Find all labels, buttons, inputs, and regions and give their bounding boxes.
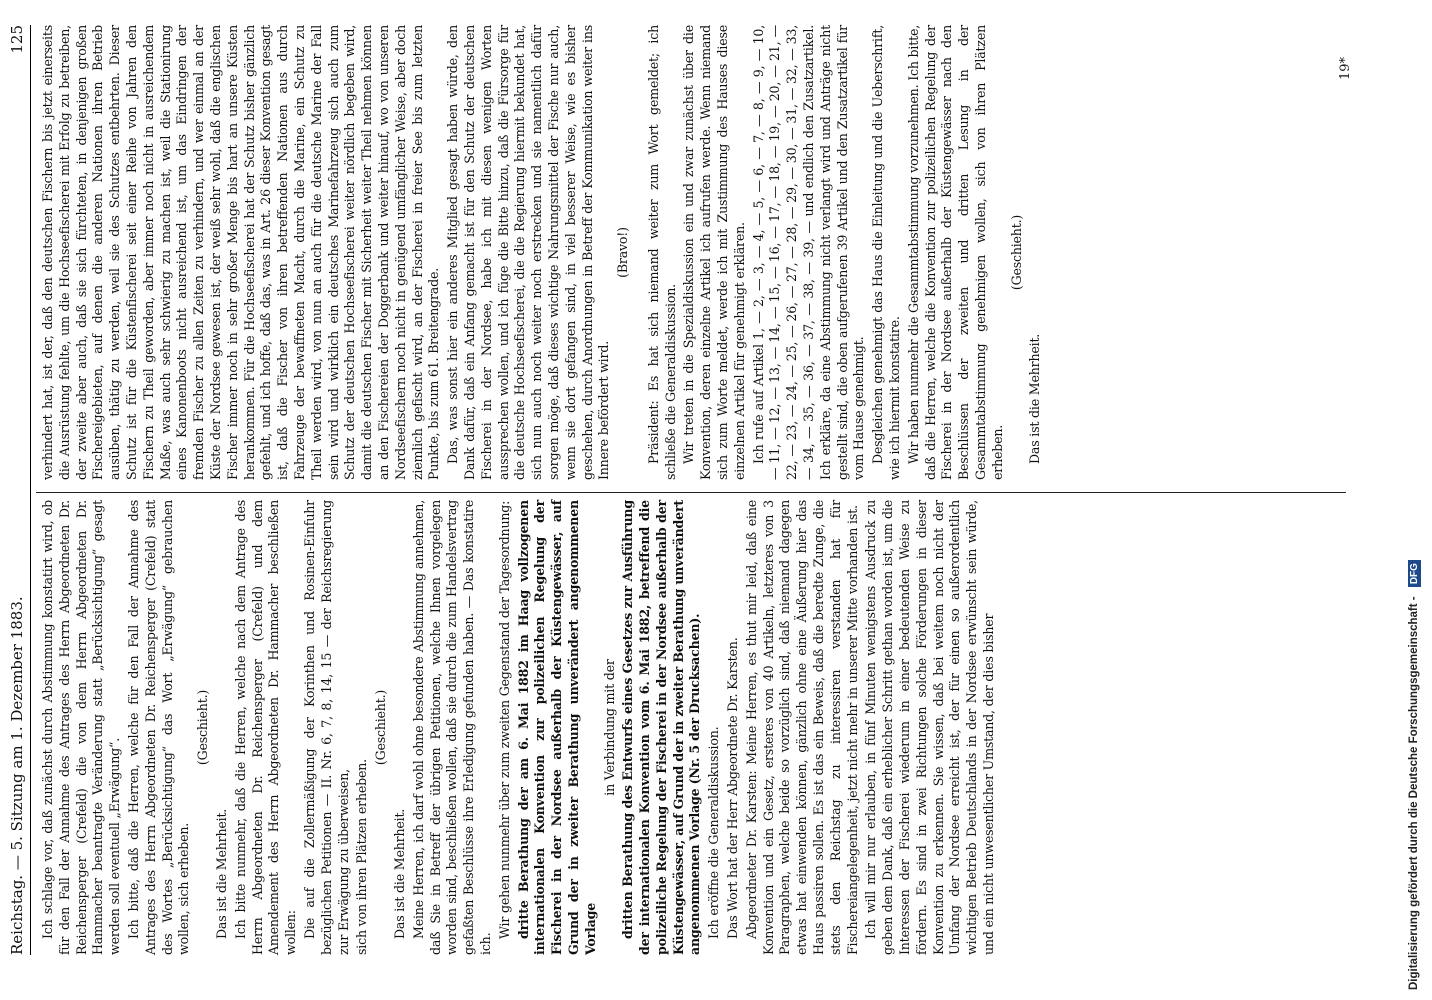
- paragraph: Desgleichen genehmigt das Haus die Einleitung und die Ueberschrift, wie ich hiermit konstatire.: [870, 25, 903, 480]
- paragraph: Wir gehen nunmehr über zum zweiten Gegenstand der Tagesordnung:: [496, 500, 512, 939]
- paragraph: verhindert hat, ist der, daß den deutschen Fischern bis jetzt einerseits die Ausrüstung fehlte, um die Hochseefischerei mit Erfolg zu betreiben, der zweite aber auch, daß sie sich fürchteten, in denjenigen großen Fischereigebieten, auf denen die anderen Nationen ihren Betrieb ausüben, thätig zu werden, weil sie des Schutzes entbehrten. Dieser Schutz ist für die Küstenfischerei seit einer Reihe von Jahren den Fischern zu Theil geworden, aber immer noch nicht in ausreichendem Maße, was auch sehr schwierig zu machen ist, weil die Stationirung eines Kanonenboots nicht ausreichend ist, um das Eindringen der fremden Fischer zu allen Zeiten zu verhindern, und wer einmal an der Küste der Nordsee gewesen ist, der weiß sehr wohl, daß die englischen Fischer immer noch in sehr großer Menge bis hart an unsere Küsten herankommen. Für die Hochseefischerei hat der Schutz bisher gänzlich gefehlt, und ich hoffe, daß das, was in Art. 26 dieser Konvention gesagt ist, daß die Fischer von ihren betreffenden Nationen aus durch Fahrzeuge der bewaffneten Macht, durch die Marine, ein Schutz zu Theil werden wird, von nun an auch für die deutsche Marine der Fall sein wird und wirklich ein deutsches Marinefahrzeug sich auch zum Schutz der deutschen Hochseefischerei weiter nördlich begeben wird, damit die deutschen Fischer mit Sicherheit weiter Theil nehmen können an den Fischereien der Doggerbank und weiter hinauf, wo von unseren Nordseefischern noch nicht in genügend umfänglicher Weise, aber doch ziemlich gefischt wird, an der Fischerei in freier See bis zum letzten Punkte, bis zum 61. Breitengrade.: [40, 25, 442, 480]
- paragraph: Das ist die Mehrheit.: [1027, 333, 1043, 464]
- paragraph: Ich will mir nur erlauben, in fünf Minuten wenigstens Ausdruck zu geben dem Dank, daß ein erheblicher Schritt gethan worden ist, um die Interessen der Fischerei wiederum in einer bedeutenden Weise zu fördern. Es sind in zwei Richtungen solche Förderungen in dieser Konvention zu erkennen. Sie wissen, daß bei weitem noch nicht der Umfang der Nordsee erreicht ist, der für einen so außerordentlich wichtigen Betrieb Deutschlands in der Nordsee erwünscht sein würde, und ein nicht unwesentlicher Umstand, der dies bisher: [863, 500, 997, 955]
- stage-direction: (Geschieht.): [195, 689, 211, 766]
- page-number: 125: [8, 25, 26, 54]
- dfg-logo: DFG: [1408, 560, 1421, 587]
- paragraph: Ich bitte nunmehr, daß die Herren, welche nach dem Antrage des Herrn Abgeordneten Dr. Reichensperger (Crefeld) und dem Amendement des Herrn Abgeordneten Dr. Hammacher beschließen wollen:: [232, 500, 299, 955]
- agenda-item: dritte Berathung der am 6. Mai 1882 im Haag vollzogenen internationalen Konvention zur polizeilichen Regelung der Fischerei in der Nordsee außerhalb der Küstengewässer, auf Grund der in zweiter Berathung unverändert angenommenen Vorlage: [515, 500, 598, 955]
- paragraph: Wir haben nunmehr die Gesammtabstimmung vorzunehmen. Ich bitte, daß die Herren, welche die Konvention zur polizeilichen Regelung der Fischerei in der Nordsee außerhalb der Küstengewässer nach den Beschlüssen der zweiten und dritten Lesung in der Gesammtabstimmung genehmigen wollen, sich von ihren Plätzen erheben.: [905, 24, 1005, 480]
- digitization-notice: [1408, 0, 1421, 990]
- stage-direction: (Bravo!): [615, 227, 631, 278]
- paragraph: Ich schlage vor, daß zunächst durch Abstimmung konstatirt wird, ob für den Fall der Annahme des Antrages des Herrn Abgeordneten Dr. Reichensperger (Crefeld) die von dem Herrn Abgeordneten Dr. Hammacher beantragte Veränderung statt „Berücksichtigung“ gesagt werden soll eventuell „Erwägung“.: [40, 500, 123, 955]
- paragraph: Ich rufe auf Artikel 1, — 2, — 3, — 4, — 5, — 6, — 7, — 8, — 9, — 10, — 11, — 12, — 13, — 14, — 15, — 16, — 17, — 18, — 19, — 20, — 21, — 22, — 23, — 24, — 25, — 26, — 27, — 28, — 29, — 30, — 31, — 32, — 33, — 34, — 35, — 36, — 37, — 38, — 39, — und endlich den Zusatzartikel. Ich erkläre, da eine Abstimmung nicht verlangt wird und Anträge nicht gestellt sind, die oben aufgerufenen 39 Artikel und den Zusatzartikel für vom Hause genehmigt.: [750, 25, 867, 480]
- paragraph: Abgeordneter Dr. Karsten: Meine Herren, es thut mir leid, daß eine Konvention und ein Gesetz, ersteres von 40 Artikeln, letzteres von 3 Paragraphen, welche beide so vorzüglich sind, daß niemand dagegen etwas hat einwenden können, gänzlich ohne eine Äußerung hier das Haus passiren sollen. Es ist das ein Beweis, daß die beredte Zunge, die stets den Reichstag zu interessiren verstanden hat für Fischereiangelegenheit, jetzt nicht mehr in unserer Mitte vorhanden ist.: [743, 500, 860, 955]
- left-column: [40, 500, 1000, 955]
- stage-direction: (Geschieht.): [1008, 214, 1024, 291]
- paragraph: Das ist die Mehrheit.: [213, 808, 229, 939]
- paragraph: Das Wort hat der Herr Abgeordnete Dr. Karsten.: [725, 637, 741, 939]
- paragraph: Die auf die Zollermäßigung der Korinthen und Rosinen-Einfuhr bezüglichen Petitionen — II. Nr. 6, 7, 8, 14, 15 — der Reichsregierung zur Erwägung zu überweisen,: [301, 500, 351, 955]
- header-title: Reichstag. — 5. Sitzung am 1. Dezember 1883.: [8, 596, 26, 955]
- paragraph: Ich bitte, daß die Herren, welche für den Fall der Annahme des Antrages des Herrn Abgeordneten Dr. Reichensperger (Crefeld) statt des Wortes „Berücksichtigung“ das Wort „Erwägung“ gebrauchen wollen, sich erheben.: [125, 500, 192, 955]
- agenda-item: dritten Berathung des Entwurfs eines Gesetzes zur Ausführung der internationalen Konvention vom 6. Mai 1882, betreffend die polizeiliche Regelung der Fischerei in der Nordsee außerhalb der Küstengewässer, auf Grund der in zweiter Berathung unverändert angenommenen Vorlage (Nr. 5 der Drucksachen).: [620, 500, 703, 955]
- digitization-sidebar: [1404, 0, 1430, 1000]
- paragraph: sich von ihren Plätzen erheben.: [354, 759, 370, 955]
- right-column: [40, 25, 1046, 480]
- page-header: [8, 25, 31, 955]
- paragraph: Meine Herren, ich darf wohl ohne besondere Abstimmung annehmen, daß Sie in Betreff der übrigen Petitionen, welche Ihnen vorgelegen worden sind, beschließen wollen, daß sie durch die zum Handelsvertrag gefaßten Beschlüsse ihre Erledigung gefunden haben. — Das konstatire ich.: [410, 500, 493, 955]
- paragraph: Das ist die Mehrheit.: [391, 808, 407, 939]
- stage-direction: (Geschieht.): [373, 689, 389, 766]
- paragraph: in Verbindung mit der: [601, 659, 617, 796]
- document-page: [0, 15, 1395, 975]
- paragraph: Das, was sonst hier ein anderes Mitglied gesagt haben würde, den Dank dafür, daß ein Anfang gemacht ist für den Schutz der deutschen Fischerei in der Nordsee, habe ich mit diesen wenigen Worten aussprechen wollen, und ich füge die Bitte hinzu, daß die Fürsorge für die deutsche Hochseefischerei, die die Regierung hiermit bekundet hat, sich nun auch noch weiter noch erstrecken und sie namentlich dafür sorgen möge, daß dieses wichtige Nahrungsmittel der Fische nur auch, wenn sie dort gefangen sind, in viel besserer Weise, wie es bisher geschehen, durch Anordnungen in Betreff der Kommunikation weiter ins Innere befördert wird.: [445, 25, 612, 480]
- column-divider: [36, 492, 1346, 493]
- signature-mark: 19*: [1338, 56, 1353, 80]
- paragraph: Ich eröffne die Generaldiskussion.: [706, 726, 722, 939]
- paragraph: Wir treten in die Spezialdiskussion ein und zwar zunächst über die Konvention, deren einzelne Artikel ich aufrufen werde. Wenn niemand sich zum Worte meldet, werde ich mit Zustimmung des Hauses diese einzelnen Artikel für genehmigt erklären.: [681, 25, 747, 480]
- paragraph: Präsident: Es hat sich niemand weiter zum Wort gemeldet; ich schließe die Generaldiskussion.: [645, 25, 678, 480]
- sidebar-text: Digitalisierung gefördert durch die Deutsche Forschungsgemeinschaft -: [1408, 596, 1420, 990]
